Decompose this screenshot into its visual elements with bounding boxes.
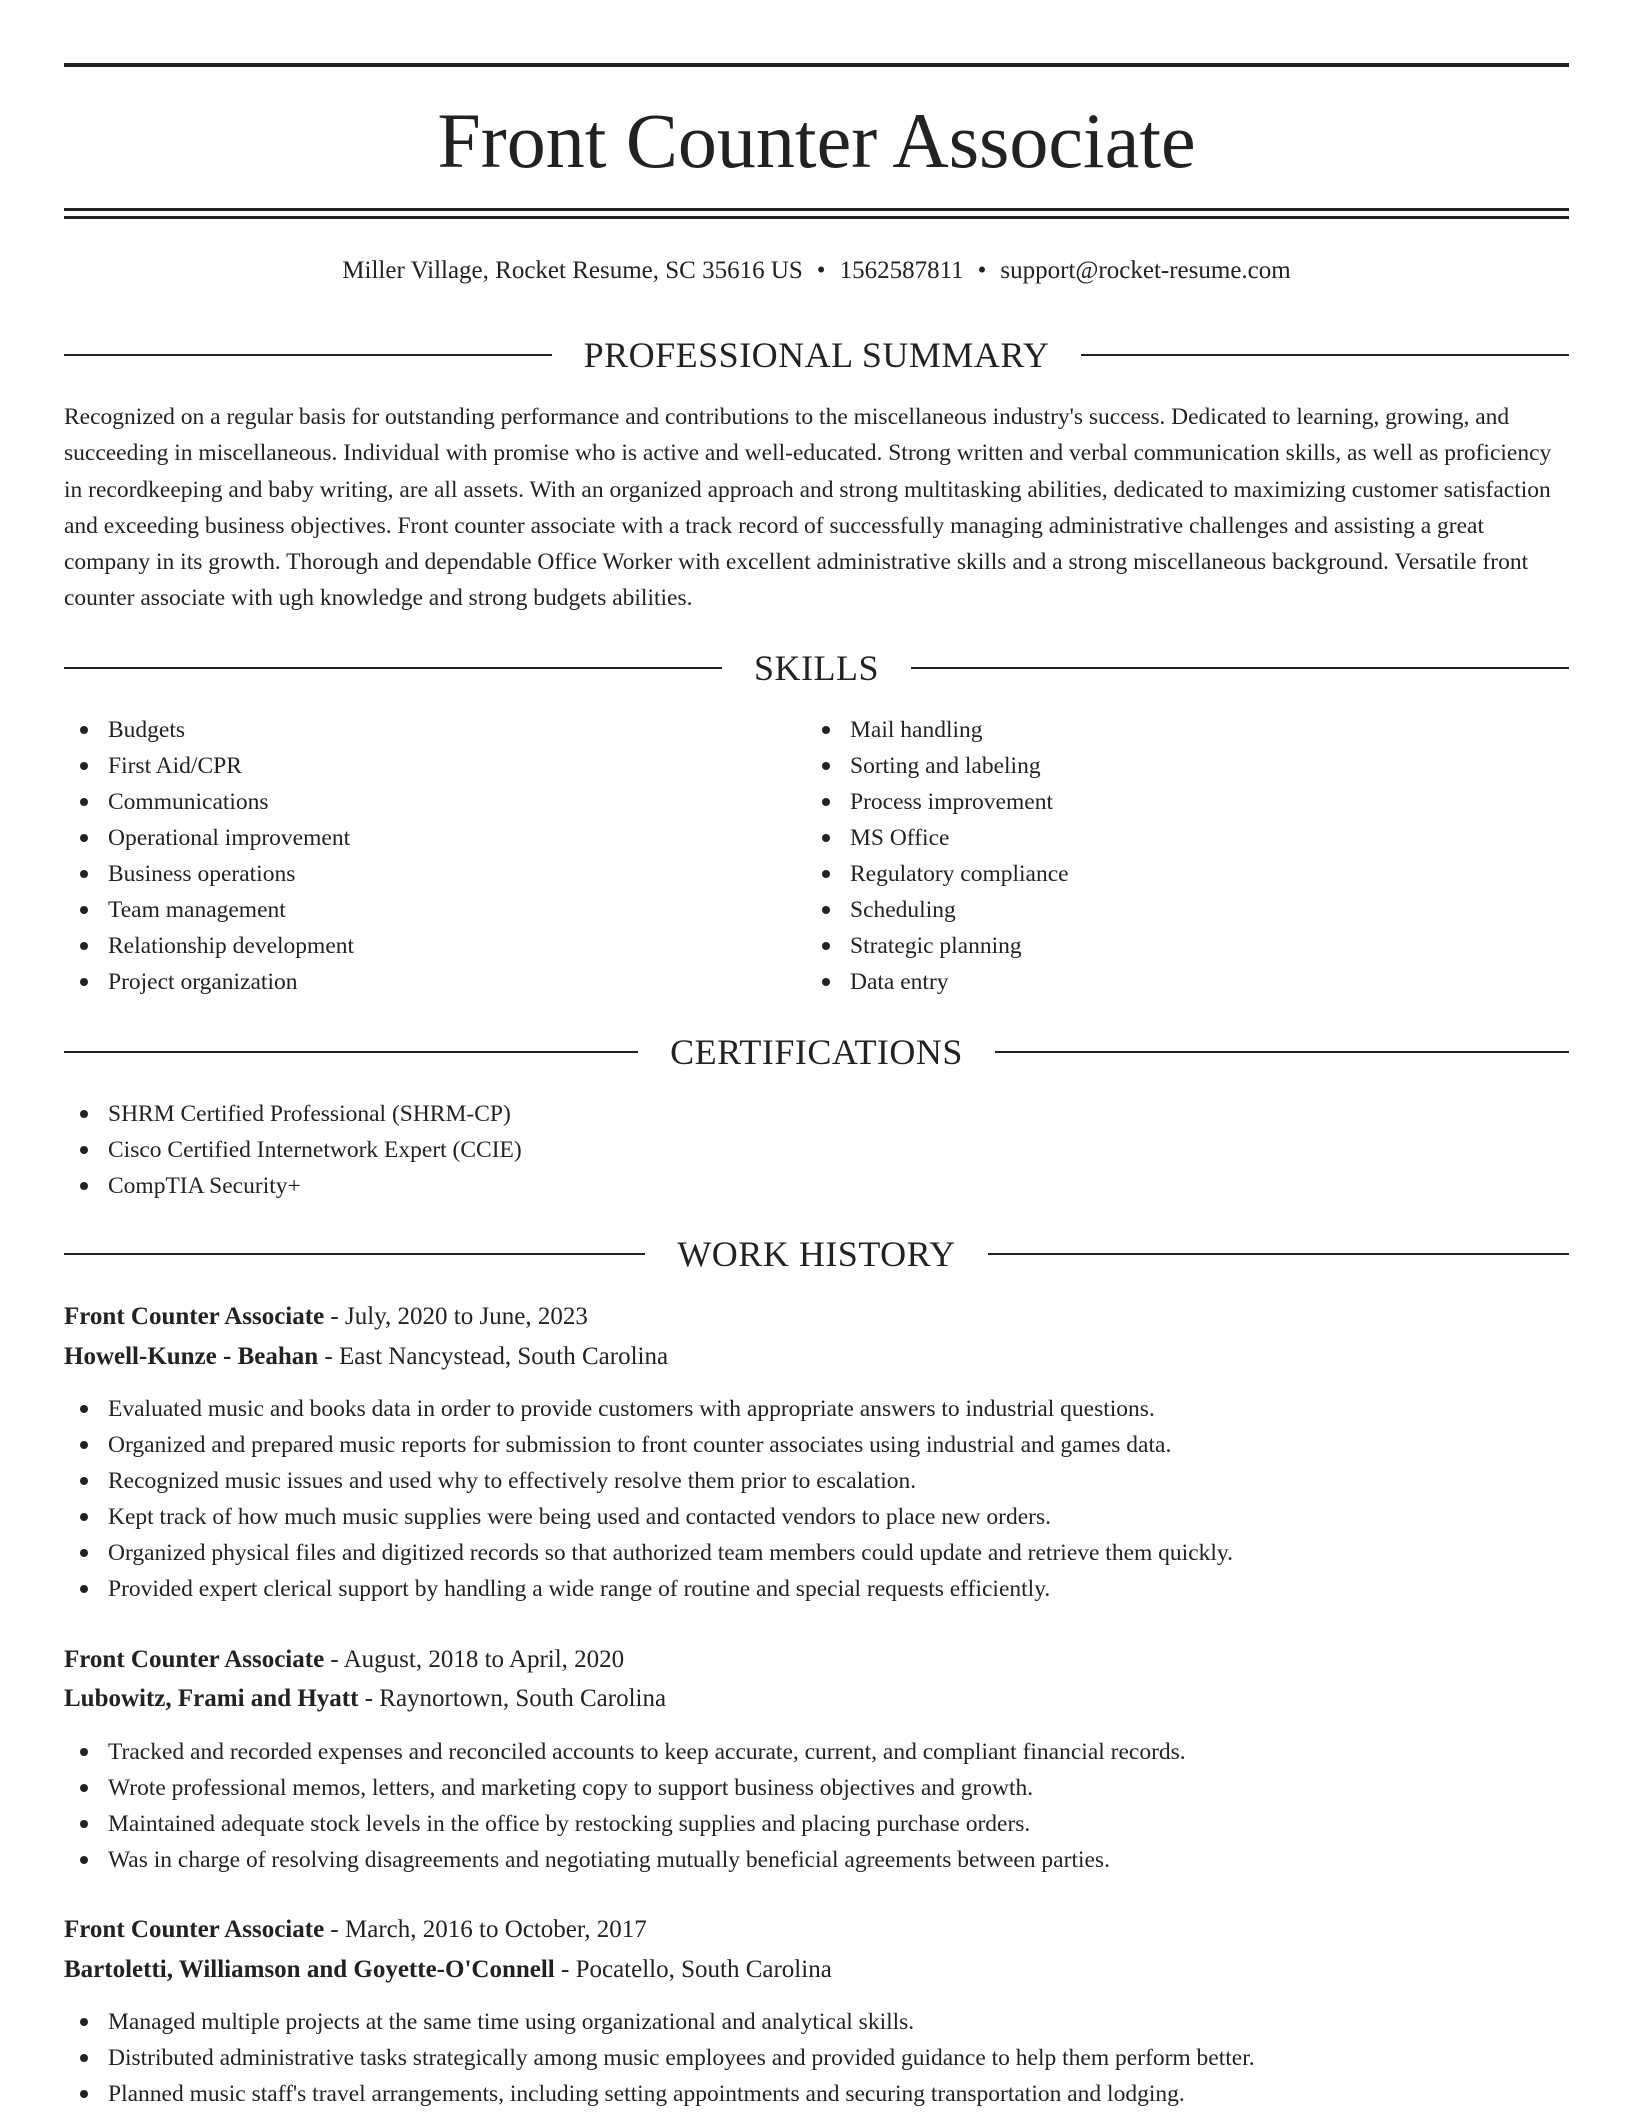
skill-item: Sorting and labeling <box>806 748 1506 784</box>
job-bullet: Managed multiple projects at the same time using organizational and analytical skills. <box>64 2004 1569 2040</box>
summary-title: PROFESSIONAL SUMMARY <box>583 335 1050 375</box>
contact-separator: • <box>977 257 987 284</box>
skills-title: SKILLS <box>754 648 880 688</box>
header-bottom-rule <box>64 208 1569 211</box>
contact-line <box>64 254 1569 288</box>
skill-item: Relationship development <box>64 928 764 964</box>
skills-heading <box>64 646 1569 690</box>
job-bullet: Distributed administrative tasks strategically among music employees and provided guidance to help them perform better. <box>64 2040 1569 2076</box>
certification-item: CompTIA Security+ <box>64 1168 1064 1204</box>
skills-list-right <box>806 712 1506 1000</box>
contact-phone: 1562587811 <box>839 257 964 284</box>
skill-item: Budgets <box>64 712 764 748</box>
job-bullet: Planned music staff's travel arrangements, including setting appointments and securing transportation and lodging. <box>64 2076 1569 2112</box>
skill-item: MS Office <box>806 820 1506 856</box>
job-bullet: Kept track of how much music supplies were being used and contacted vendors to place new orders. <box>64 1499 1569 1535</box>
heading-rule <box>1081 354 1569 356</box>
job-title-line <box>64 1912 1564 1948</box>
work-history-title: WORK HISTORY <box>677 1234 956 1274</box>
job-bullet: Evaluated music and books data in order to provide customers with appropriate answers to industrial questions. <box>64 1391 1569 1427</box>
job-bullet: Provided expert clerical support by handling a wide range of routine and special requests efficiently. <box>64 1571 1569 1607</box>
job-title: Front Counter Associate <box>64 1303 325 1330</box>
skill-item: First Aid/CPR <box>64 748 764 784</box>
contact-address: Miller Village, Rocket Resume, SC 35616 US <box>342 257 803 284</box>
resume-name: Front Counter Associate <box>437 97 1196 184</box>
contact-email: support@rocket-resume.com <box>1000 257 1291 284</box>
job-title: Front Counter Associate <box>64 1916 325 1943</box>
job-company: Bartoletti, Williamson and Goyette-O'Connell <box>64 1956 555 1983</box>
job-company: Howell-Kunze - Beahan <box>64 1343 319 1370</box>
skills-list-left <box>64 712 764 1000</box>
job-bullet: Organized physical files and digitized records so that authorized team members could update and retrieve them quickly. <box>64 1535 1569 1571</box>
heading-rule <box>988 1253 1569 1255</box>
skill-item: Strategic planning <box>806 928 1506 964</box>
job-dates: - July, 2020 to June, 2023 <box>324 1303 588 1330</box>
skill-item: Operational improvement <box>64 820 764 856</box>
job-bullet: Tracked and recorded expenses and reconciled accounts to keep accurate, current, and compliant financial records. <box>64 1734 1569 1770</box>
job-bullet: Was in charge of resolving disagreements and negotiating mutually beneficial agreements between parties. <box>64 1842 1569 1878</box>
skill-item: Project organization <box>64 964 764 1000</box>
skill-item: Business operations <box>64 856 764 892</box>
summary-heading <box>64 333 1569 377</box>
certification-item: SHRM Certified Professional (SHRM-CP) <box>64 1096 1064 1132</box>
heading-rule <box>995 1051 1569 1053</box>
job-location: - East Nancystead, South Carolina <box>318 1343 669 1370</box>
certifications-title: CERTIFICATIONS <box>670 1032 963 1072</box>
skill-item: Team management <box>64 892 764 928</box>
heading-rule <box>64 354 552 356</box>
job-title-line <box>64 1642 1564 1678</box>
job-bullet: Recognized music issues and used why to effectively resolve them prior to escalation. <box>64 1463 1569 1499</box>
skill-item: Scheduling <box>806 892 1506 928</box>
job-company-line <box>64 1339 1564 1375</box>
job-dates: - August, 2018 to April, 2020 <box>324 1646 625 1673</box>
job-title: Front Counter Associate <box>64 1646 325 1673</box>
work-history-heading <box>64 1232 1569 1276</box>
skill-item: Communications <box>64 784 764 820</box>
heading-rule <box>64 1051 638 1053</box>
heading-rule <box>911 667 1569 669</box>
job-bullet: Maintained adequate stock levels in the office by restocking supplies and placing purchase orders. <box>64 1806 1569 1842</box>
header-bottom-rule-2 <box>64 216 1569 219</box>
header-top-rule <box>64 63 1569 67</box>
skill-item: Process improvement <box>806 784 1506 820</box>
job-location: - Pocatello, South Carolina <box>554 1956 832 1983</box>
skill-item: Data entry <box>806 964 1506 1000</box>
job-company-line <box>64 1681 1564 1717</box>
skill-item: Mail handling <box>806 712 1506 748</box>
certification-item: Cisco Certified Internetwork Expert (CCIE) <box>64 1132 1064 1168</box>
skill-item: Regulatory compliance <box>806 856 1506 892</box>
job-company-line <box>64 1952 1564 1988</box>
job-bullets <box>64 1734 1569 1878</box>
certifications-heading <box>64 1030 1569 1074</box>
summary-text: Recognized on a regular basis for outstanding performance and contributions to the miscellaneous industry's success. Dedicated to learning, growing, and succeeding in miscellaneous. Individual with promise who is active and well-educated. Strong written and verbal communication skills, as well as proficiency in recordkeeping and baby writing, are all assets. With an organized approach and strong multitasking abilities, dedicated to maximizing customer satisfaction and exceeding business objectives. Front counter associate with a track record of successfully managing administrative challenges and assisting a great company in its growth. Thorough and dependable Office Worker with excellent administrative skills and a strong miscellaneous background. Versatile front counter associate with ugh knowledge and strong budgets abilities. <box>64 404 1552 612</box>
contact-separator: • <box>816 257 826 284</box>
job-company: Lubowitz, Frami and Hyatt <box>64 1685 359 1712</box>
heading-rule <box>64 667 722 669</box>
job-title-line <box>64 1299 1564 1335</box>
job-dates: - March, 2016 to October, 2017 <box>324 1916 647 1943</box>
certifications-list <box>64 1096 1064 1204</box>
job-bullet: Wrote professional memos, letters, and marketing copy to support business objectives and growth. <box>64 1770 1569 1806</box>
heading-rule <box>64 1253 645 1255</box>
job-bullets <box>64 2004 1569 2112</box>
job-bullet: Organized and prepared music reports for submission to front counter associates using industrial and games data. <box>64 1427 1569 1463</box>
job-bullets <box>64 1391 1569 1607</box>
job-location: - Raynortown, South Carolina <box>358 1685 667 1712</box>
